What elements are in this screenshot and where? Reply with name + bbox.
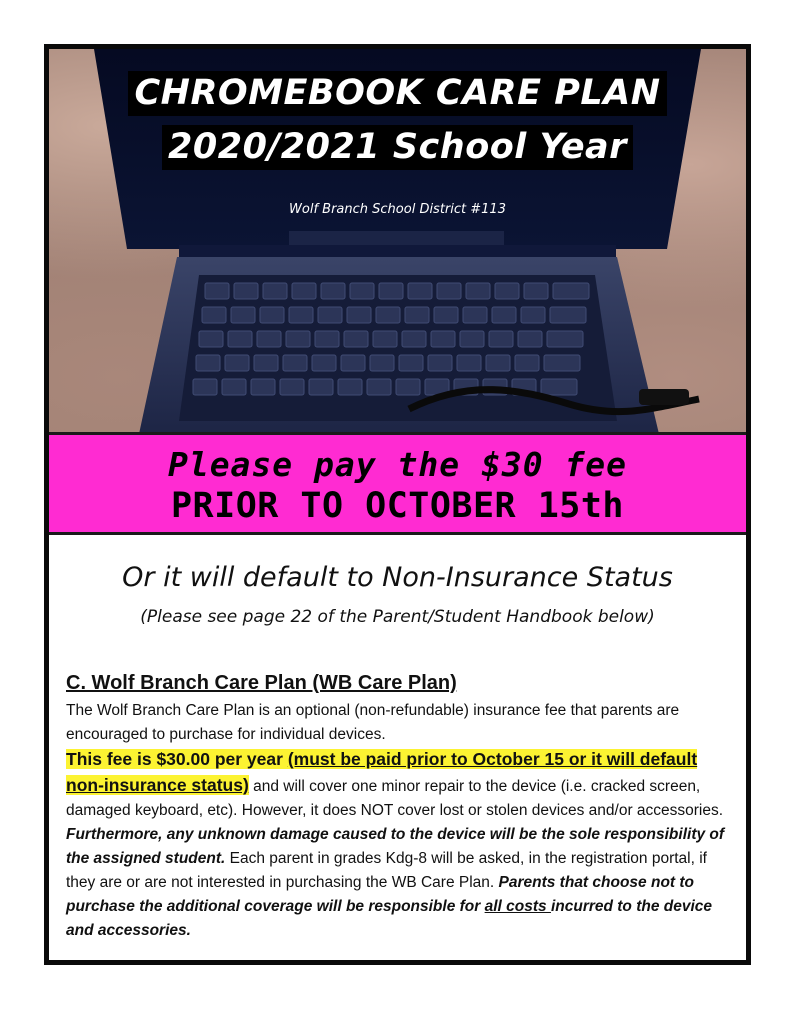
fee-highlight: This fee is $30.00 per year (must be paid prior to October 15 or it will default non-insurance status): [66, 749, 698, 795]
care-plan-details: This fee is $30.00 per year (must be paid prior to October 15 or it will default non-insurance status) and will cover one minor repair to the device (i.e. cracked screen, damaged keyboard, etc). However, it does NOT cover lost or stolen devices and/or accessories. Furthermore, any unknown damage caused to the device will be the sole responsibility of the assigned student. Each parent in grades Kdg-8 will be asked, in the registration portal, if they are or are not interested in purchasing the WB Care Plan. Parents that choose not to purchase the additional coverage will be responsible for all costs incurred to the device and accessories.: [66, 749, 725, 939]
fee-banner-line-1: Please pay the $30 fee: [167, 445, 628, 484]
care-plan-section: [66, 672, 728, 943]
default-warning: Or it will default to Non-Insurance Status: [122, 562, 673, 593]
flyer-frame: [44, 44, 751, 965]
chromebook-illustration: [49, 49, 746, 434]
care-plan-heading: C. Wolf Branch Care Plan (WB Care Plan): [66, 672, 457, 694]
district-name: Wolf Branch School District #113: [289, 202, 506, 217]
fee-banner: [49, 432, 746, 535]
deadline-highlight: (must be paid prior to October 15 or it will default non-insurance status): [66, 749, 698, 795]
damage-responsibility: Furthermore, any unknown damage caused to the device will be the sole responsibility of the assigned student.: [66, 826, 725, 867]
fee-banner-line-2: PRIOR TO OCTOBER 15th: [170, 486, 624, 526]
hero-image: [49, 49, 746, 434]
title-line-1: CHROMEBOOK CARE PLAN: [49, 71, 746, 116]
handbook-reference: (Please see page 22 of the Parent/Student Handbook below): [140, 607, 655, 627]
no-coverage-warning: Parents that choose not to purchase the additional coverage will be responsible for all costs incurred to the device and accessories.: [66, 874, 713, 939]
title-line-2: 2020/2021 School Year: [49, 125, 746, 170]
care-plan-intro: The Wolf Branch Care Plan is an optional (non-refundable) insurance fee that parents are encouraged to purchase for individual devices.: [66, 702, 680, 743]
